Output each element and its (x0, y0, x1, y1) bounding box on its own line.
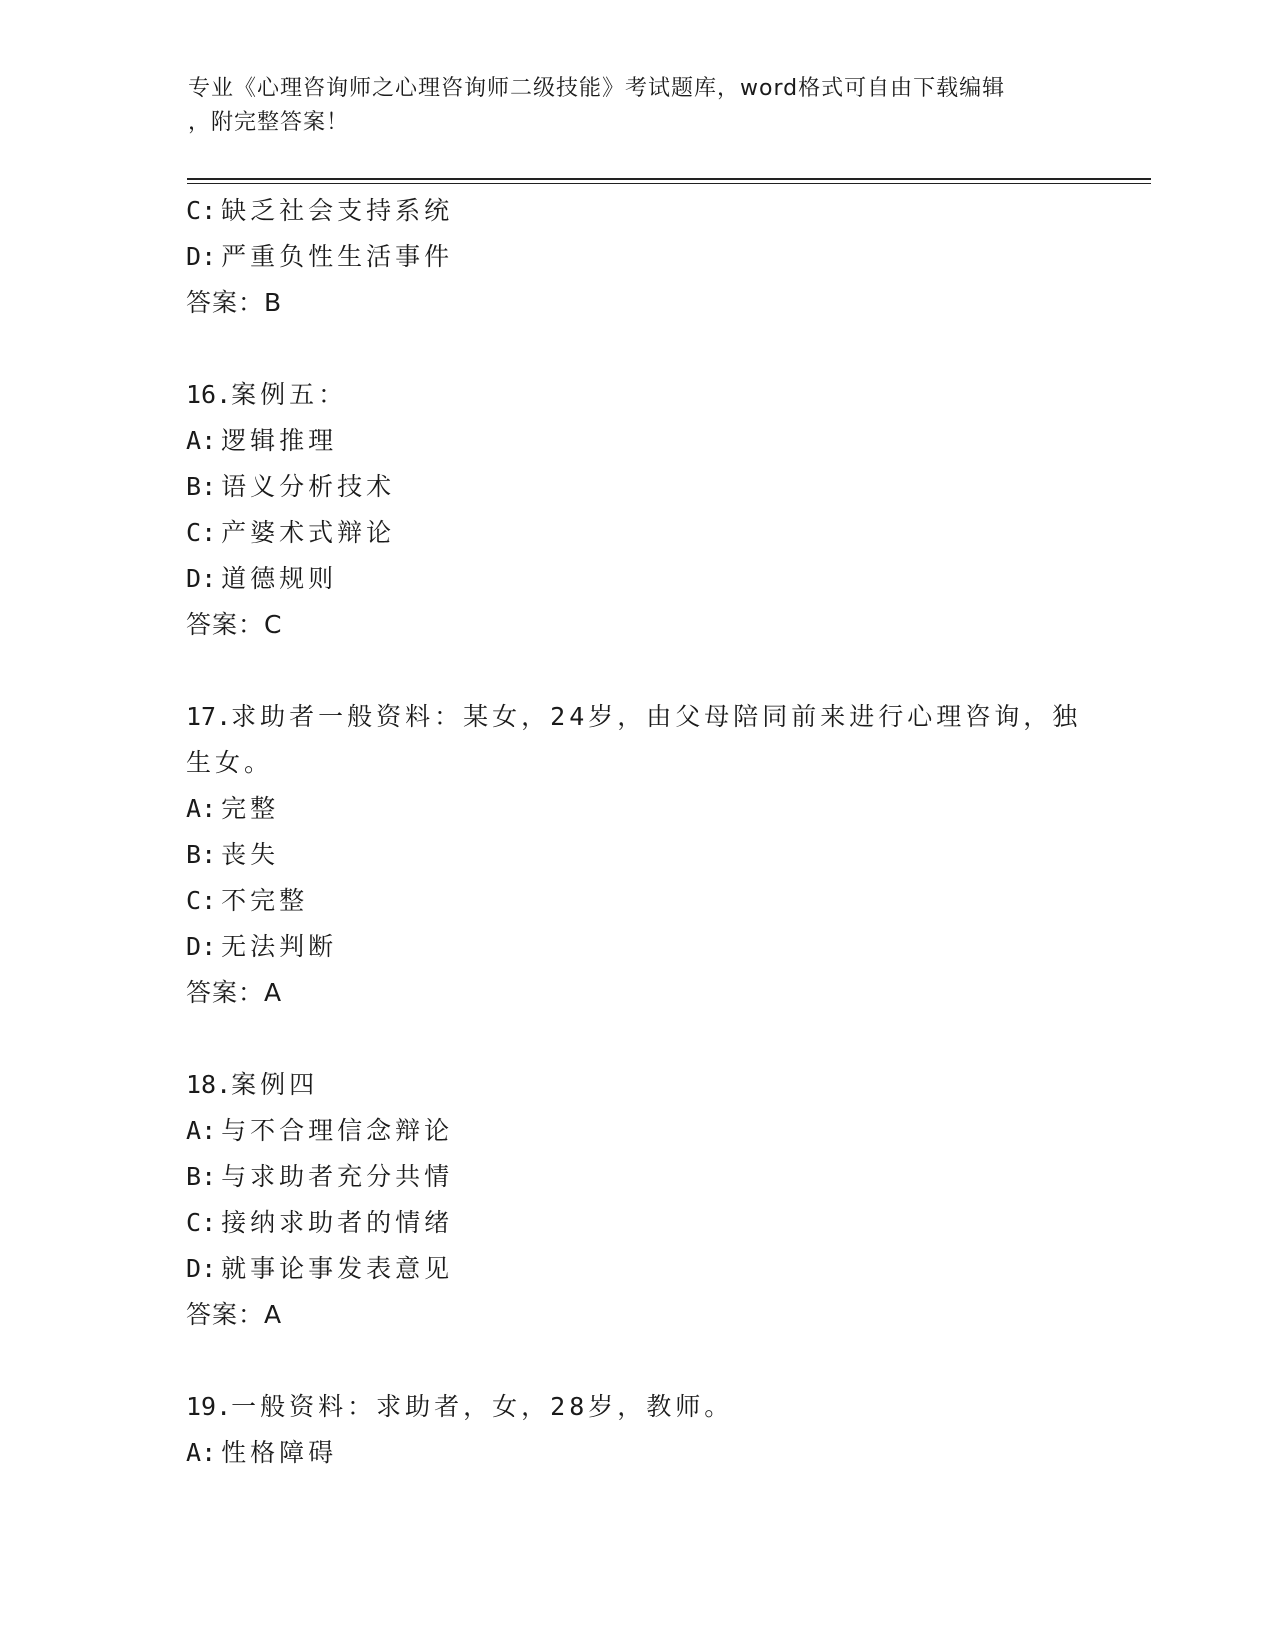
option-text: 接纳求助者的情绪 (221, 1208, 454, 1237)
option-text: 逻辑推理 (221, 426, 338, 455)
option-d: D: 就事论事发表意见 (186, 1254, 454, 1283)
question-16 (186, 372, 1106, 648)
document-header (188, 72, 1068, 140)
option-text: 道德规则 (221, 564, 338, 593)
option-c: C: 不完整 (186, 886, 309, 915)
answer: 答案：A (186, 978, 283, 1007)
option-b: B: 语义分析技术 (186, 472, 396, 501)
question-stem: 18.案例四 (186, 1070, 319, 1099)
option-text: 性格障碍 (221, 1438, 338, 1467)
option-c: C: 产婆术式辩论 (186, 518, 396, 547)
question-15 (186, 188, 1106, 326)
option-c: C: 缺乏社会支持系统 (186, 196, 454, 225)
header-rule-thin (187, 183, 1151, 184)
answer: 答案：B (186, 288, 283, 317)
question-19 (186, 1384, 1106, 1476)
option-text: 丧失 (221, 840, 280, 869)
option-a: A: 与不合理信念辩论 (186, 1116, 454, 1145)
question-stem-continued: 生女。 (186, 748, 274, 777)
option-b: B: 与求助者充分共情 (186, 1162, 454, 1191)
option-text: 严重负性生活事件 (221, 242, 454, 271)
option-b: B: 丧失 (186, 840, 280, 869)
answer: 答案：A (186, 1300, 283, 1329)
option-text: 语义分析技术 (221, 472, 396, 501)
header-line-1: 专业《心理咨询师之心理咨询师二级技能》考试题库，word格式可自由下载编辑 (188, 76, 1006, 101)
option-d: D: 无法判断 (186, 932, 338, 961)
option-text: 完整 (221, 794, 280, 823)
option-text: 产婆术式辩论 (221, 518, 396, 547)
header-line-2: ，附完整答案！ (188, 110, 350, 135)
question-stem: 17.求助者一般资料：某女，24岁，由父母陪同前来进行心理咨询，独 (186, 702, 1082, 731)
option-text: 不完整 (221, 886, 309, 915)
option-text: 缺乏社会支持系统 (221, 196, 454, 225)
header-rule-thick (187, 178, 1151, 180)
option-text: 无法判断 (221, 932, 338, 961)
option-a: A: 性格障碍 (186, 1438, 338, 1467)
option-text: 与不合理信念辩论 (221, 1116, 454, 1145)
option-d: D: 严重负性生活事件 (186, 242, 454, 271)
question-17 (186, 694, 1106, 1016)
option-text: 与求助者充分共情 (221, 1162, 454, 1191)
option-text: 就事论事发表意见 (221, 1254, 454, 1283)
option-d: D: 道德规则 (186, 564, 338, 593)
question-stem: 19.一般资料：求助者，女，28岁，教师。 (186, 1392, 734, 1421)
option-c: C: 接纳求助者的情绪 (186, 1208, 454, 1237)
question-18 (186, 1062, 1106, 1338)
option-a: A: 完整 (186, 794, 280, 823)
question-stem: 16.案例五： (186, 380, 348, 409)
answer: 答案：C (186, 610, 283, 639)
option-a: A: 逻辑推理 (186, 426, 338, 455)
question-list (186, 188, 1106, 1476)
